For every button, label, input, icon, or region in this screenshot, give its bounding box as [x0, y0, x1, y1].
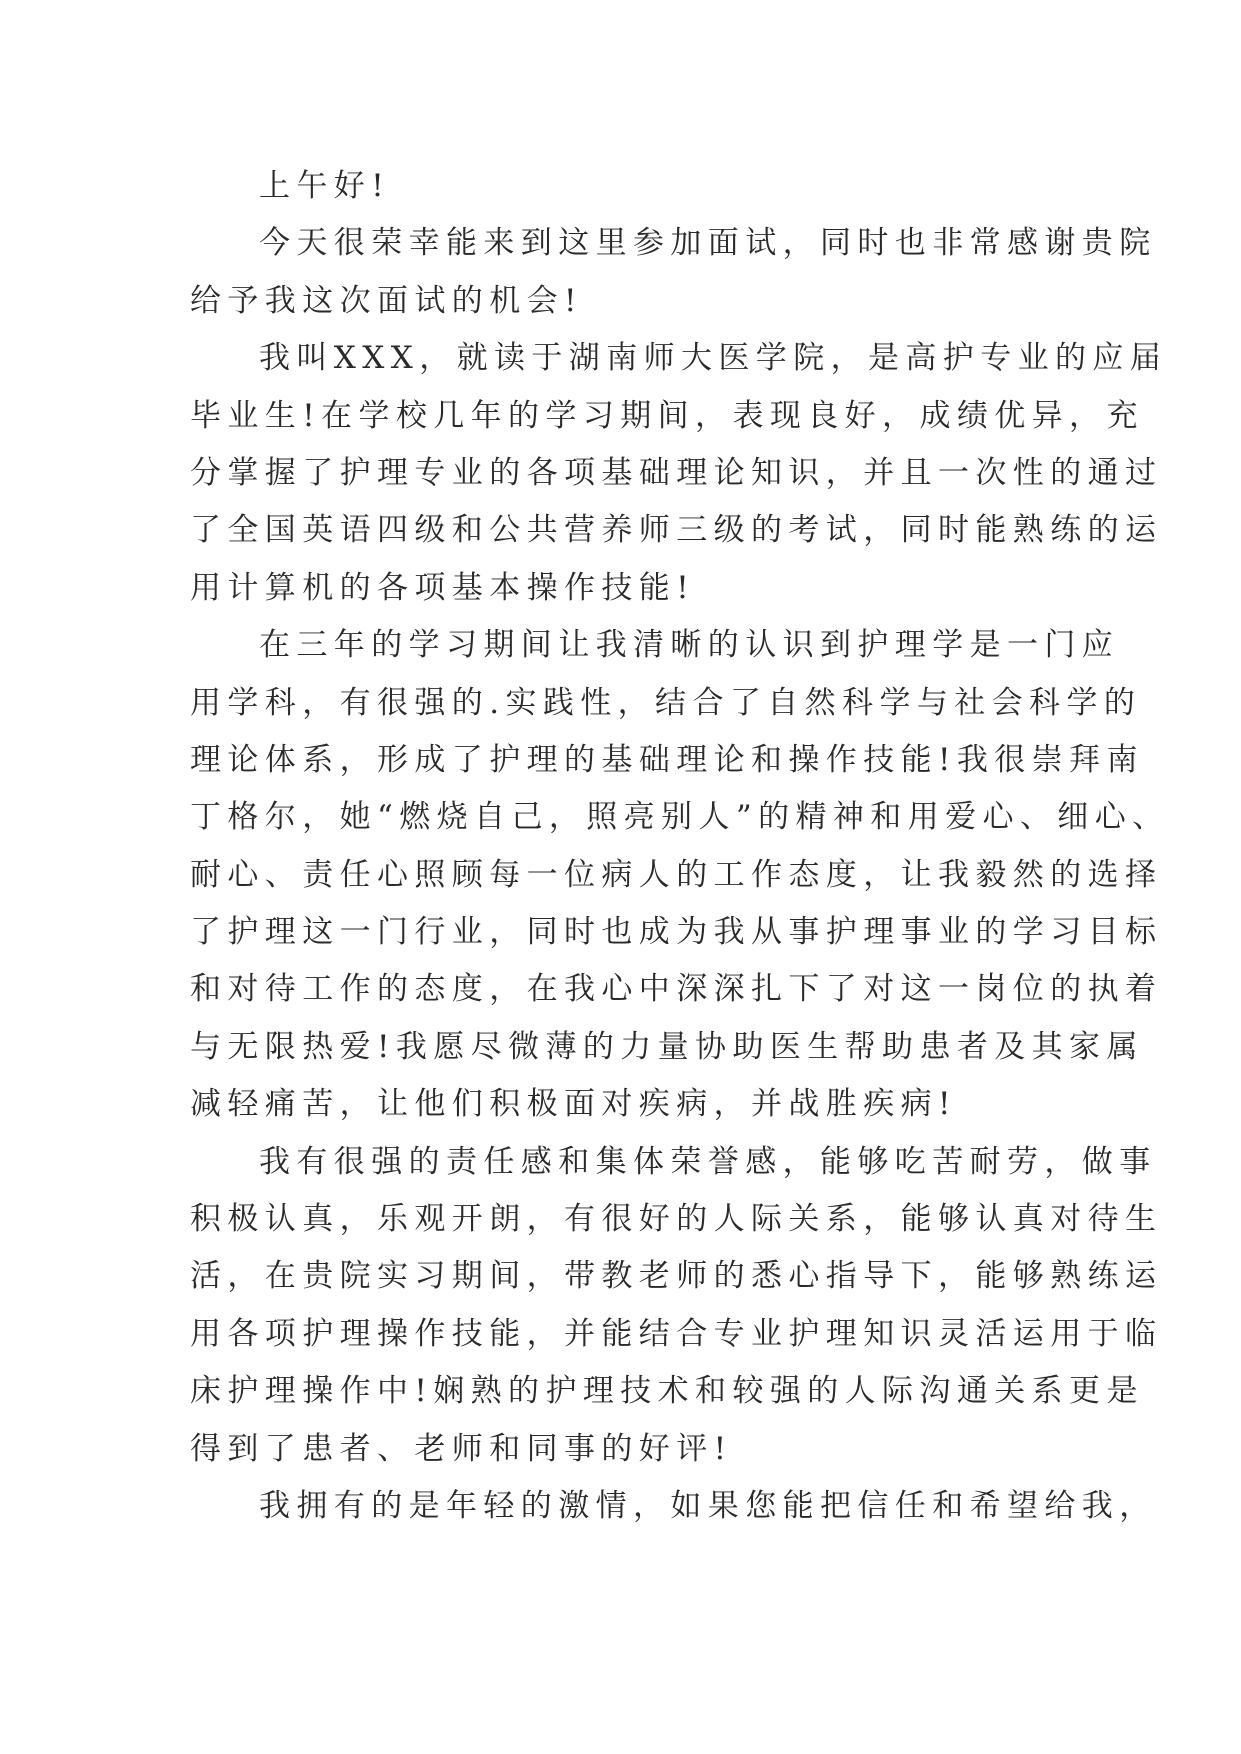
paragraph-line: 用计算机的各项基本操作技能! — [190, 569, 696, 606]
paragraph-line: 用各项护理操作技能，并能结合专业护理知识灵活运用于临 — [190, 1315, 1163, 1352]
greeting-line: 上午好! — [259, 168, 391, 204]
paragraph-line: 我拥有的是年轻的激情，如果您能把信任和希望给我， — [259, 1487, 1157, 1524]
document-body — [190, 158, 1170, 1535]
paragraph-line: 和对待工作的态度，在我心中深深扎下了对这一岗位的执着 — [190, 971, 1163, 1008]
paragraph-line: 在三年的学习期间让我清晰的认识到护理学是一门应 — [259, 627, 1120, 664]
paragraph-line: 减轻痛苦，让他们积极面对疾病，并战胜疾病! — [190, 1086, 957, 1123]
paragraph-line: 今天很荣幸能来到这里参加面试，同时也非常感谢贵院 — [259, 225, 1157, 262]
paragraph-line: 耐心、责任心照顾每一位病人的工作态度，让我毅然的选择 — [190, 856, 1163, 893]
paragraph-line: 毕业生!在学校几年的学习期间，表现良好，成绩优异，充 — [190, 397, 1144, 434]
paragraph-line: 与无限热爱!我愿尽微薄的力量协助医生帮助患者及其家属 — [190, 1028, 1144, 1065]
paragraph-line: 床护理操作中!娴熟的护理技术和较强的人际沟通关系更是 — [190, 1373, 1144, 1410]
paragraph-line: 丁格尔，她“燃烧自己，照亮别人”的精神和用爱心、细心、 — [190, 799, 1170, 836]
paragraph-line: 了全国英语四级和公共营养师三级的考试，同时能熟练的运 — [190, 512, 1163, 549]
paragraph-line: 用学科，有很强的.实践性，结合了自然科学与社会科学的 — [190, 684, 1142, 721]
paragraph-line: 了护理这一门行业，同时也成为我从事护理事业的学习目标 — [190, 914, 1163, 951]
paragraph-line: 我叫XXX，就读于湖南师大医学院，是高护专业的应届 — [259, 340, 1168, 377]
paragraph-line: 活，在贵院实习期间，带教老师的悉心指导下，能够熟练运 — [190, 1258, 1163, 1295]
paragraph-line: 分掌握了护理专业的各项基础理论知识，并且一次性的通过 — [190, 454, 1163, 491]
paragraph-line: 得到了患者、老师和同事的好评! — [190, 1430, 733, 1467]
paragraph-line: 理论体系，形成了护理的基础理论和操作技能!我很崇拜南 — [190, 741, 1144, 778]
paragraph-line: 给予我这次面试的机会! — [190, 282, 583, 319]
paragraph-line: 积极认真，乐观开朗，有很好的人际关系，能够认真对待生 — [190, 1201, 1163, 1238]
paragraph-line: 我有很强的责任感和集体荣誉感，能够吃苦耐劳，做事 — [259, 1143, 1157, 1180]
